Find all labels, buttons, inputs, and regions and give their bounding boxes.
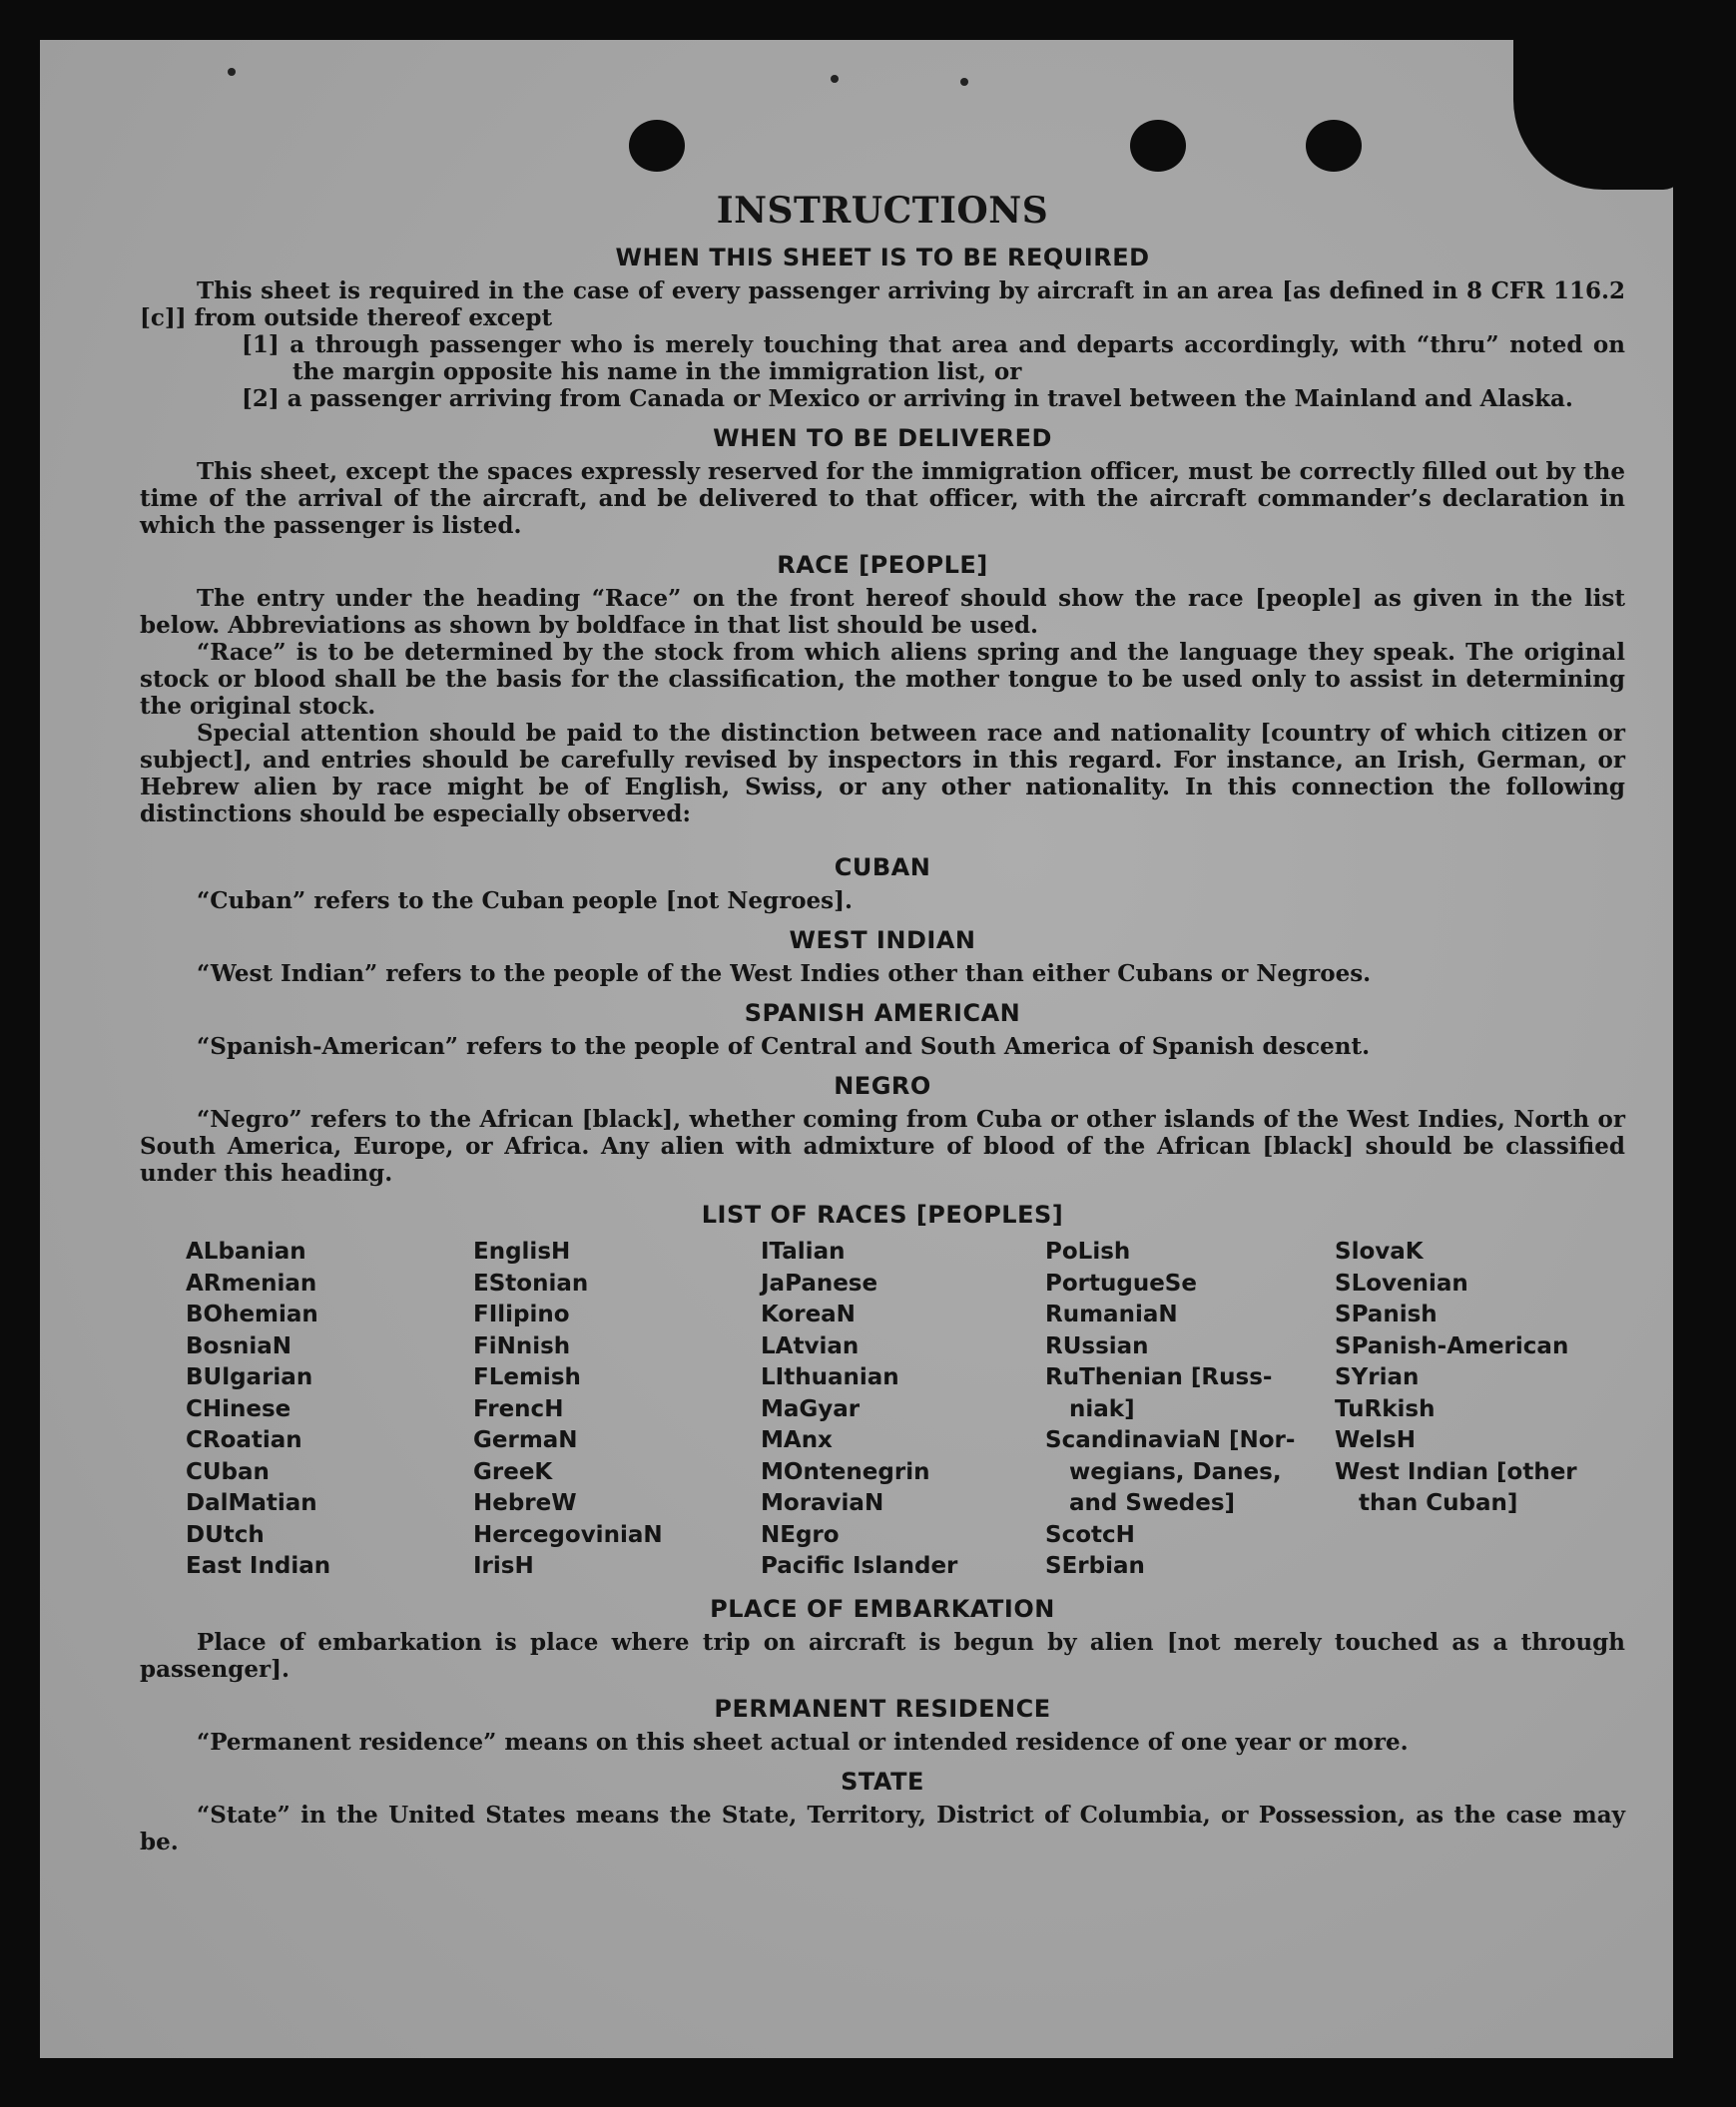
section-heading-list-of-races: LIST OF RACES [PEOPLES]: [701, 1201, 1064, 1229]
section-heading-spanish-american: SPANISH AMERICAN: [744, 999, 1021, 1027]
speck: [228, 68, 236, 76]
speck: [831, 75, 839, 83]
race-item: DUtch: [186, 1521, 265, 1548]
race-item: CHinese: [186, 1395, 291, 1422]
section-heading-west-indian: WEST INDIAN: [789, 926, 976, 954]
race-paragraph-1: The entry under the heading “Race” on the front hereof should show the race [people] as given in the list below. Abbreviations as shown by boldface in that list should be used.: [140, 585, 1625, 639]
race-item: NEgro: [761, 1521, 840, 1548]
race-item: WelsH: [1335, 1427, 1416, 1453]
section-heading-embarkation: PLACE OF EMBARKATION: [710, 1594, 1055, 1623]
negro-text: “Negro” refers to the African [black], whether coming from Cuba or other islands of the West Indies, North or South America, Europe, or Africa. Any alien with admixture of blood of the African [black] should be classified under this heading.: [140, 1106, 1625, 1187]
race-item: HebreW: [473, 1490, 577, 1516]
section-heading-race: RACE [PEOPLE]: [777, 551, 988, 579]
punch-hole: [1306, 120, 1362, 172]
section-heading-negro: NEGRO: [834, 1072, 931, 1100]
race-item: EnglisH: [473, 1239, 571, 1265]
cuban-text: “Cuban” refers to the Cuban people [not Negroes].: [197, 887, 854, 914]
punch-hole: [629, 120, 685, 172]
race-item: FrencH: [473, 1395, 564, 1422]
race-column-2: [473, 1237, 761, 1583]
permanent-residence-text: “Permanent residence” means on this sheet actual or intended residence of one year or more.: [197, 1728, 1409, 1756]
race-item: GermaN: [473, 1427, 578, 1453]
race-column-5: [1335, 1237, 1624, 1583]
when-required-clause-1: [1] a through passenger who is merely touching that area and departs accordingly, with “thru” noted on the margin opposite his name in the immigration list, or: [242, 331, 1625, 385]
race-item: PoLish: [1045, 1239, 1131, 1265]
race-item: ScandinaviaN [Nor-: [1045, 1427, 1296, 1453]
race-item: PortugueSe: [1045, 1270, 1197, 1297]
race-item: BUlgarian: [186, 1364, 313, 1390]
race-item: JaPanese: [761, 1270, 878, 1297]
race-item: East Indian: [186, 1553, 331, 1579]
race-item: West Indian [other: [1335, 1458, 1577, 1485]
speck: [960, 78, 968, 86]
when-required-clause-2: [2] a passenger arriving from Canada or Mexico or arriving in travel between the Mainland and Alaska.: [242, 385, 1573, 412]
race-item: and Swedes]: [1045, 1490, 1236, 1516]
race-item: IrisH: [473, 1553, 534, 1579]
race-item: ARmenian: [186, 1270, 317, 1297]
when-required-intro: This sheet is required in the case of every passenger arriving by aircraft in an area [as defined in 8 CFR 116.2 [c]] from outside thereof except: [140, 277, 1625, 331]
race-item: KoreaN: [761, 1302, 856, 1327]
race-list: [140, 1237, 1625, 1583]
race-item: EStonian: [473, 1270, 589, 1297]
section-heading-when-required: WHEN THIS SHEET IS TO BE REQUIRED: [615, 244, 1150, 271]
race-paragraph-3: Special attention should be paid to the distinction between race and nationality [country of which citizen or subject], and entries should be carefully revised by inspectors in this regard. For instance, an Irish, German, or Hebrew alien by race might be of English, Swiss, or any other nationality. In this connection the following distinctions should be especially observed:: [140, 720, 1625, 827]
race-item: RumaniaN: [1045, 1302, 1178, 1327]
race-item: niak]: [1045, 1395, 1135, 1422]
race-item: Pacific Islander: [761, 1553, 958, 1579]
section-heading-permanent-residence: PERMANENT RESIDENCE: [714, 1694, 1051, 1723]
when-delivered-text: This sheet, except the spaces expressly reserved for the immigration officer, must be correctly filled out by the time of the arrival of the aircraft, and be delivered to that officer, with the aircraft commander’s declaration in which the passenger is listed.: [140, 458, 1625, 539]
race-item: CUban: [186, 1458, 270, 1485]
section-heading-state: STATE: [841, 1767, 924, 1796]
race-item: SlovaK: [1335, 1239, 1424, 1265]
race-paragraph-2: “Race” is to be determined by the stock from which aliens spring and the language they speak. The original stock or blood shall be the basis for the classification, the mother tongue to be used only to assist in determining the original stock.: [140, 639, 1625, 720]
race-item: RuThenian [Russ-: [1045, 1364, 1273, 1390]
race-item: LAtvian: [761, 1332, 860, 1359]
west-indian-text: “West Indian” refers to the people of the West Indies other than either Cubans or Negroes.: [197, 960, 1372, 987]
instructions-body: [140, 190, 1625, 1855]
torn-corner: [1513, 40, 1673, 190]
race-item: MoraviaN: [761, 1490, 884, 1516]
race-item: FiNnish: [473, 1332, 571, 1359]
page-title: INSTRUCTIONS: [716, 190, 1049, 232]
race-column-1: [186, 1237, 473, 1583]
race-item: GreeK: [473, 1458, 553, 1485]
race-item: SPanish: [1335, 1302, 1438, 1327]
race-item: DalMatian: [186, 1490, 317, 1516]
race-item: FLemish: [473, 1364, 581, 1390]
race-item: wegians, Danes,: [1045, 1458, 1282, 1485]
document-page: [40, 40, 1673, 2058]
race-item: HercegoviniaN: [473, 1521, 663, 1548]
embarkation-text: Place of embarkation is place where trip on aircraft is begun by alien [not merely touched as a through passenger].: [140, 1628, 1625, 1683]
race-item: ALbanian: [186, 1239, 306, 1265]
race-column-4: [1045, 1237, 1335, 1583]
race-item: ITalian: [761, 1239, 846, 1265]
race-item: MAnx: [761, 1427, 833, 1453]
race-item: CRoatian: [186, 1427, 302, 1453]
punch-hole: [1130, 120, 1186, 172]
race-item: ScotcH: [1045, 1521, 1135, 1548]
race-item: BOhemian: [186, 1302, 318, 1327]
section-heading-when-delivered: WHEN TO BE DELIVERED: [713, 424, 1052, 452]
race-column-3: [761, 1237, 1045, 1583]
race-item: than Cuban]: [1335, 1490, 1518, 1516]
race-item: TuRkish: [1335, 1395, 1436, 1422]
race-item: FIlipino: [473, 1302, 570, 1327]
section-heading-cuban: CUBAN: [834, 853, 931, 881]
race-item: MaGyar: [761, 1395, 861, 1422]
race-item: LIthuanian: [761, 1364, 899, 1390]
state-text: “State” in the United States means the State, Territory, District of Columbia, or Possession, as the case may be.: [140, 1801, 1625, 1855]
race-item: SYrian: [1335, 1364, 1420, 1390]
race-item: SPanish-American: [1335, 1332, 1569, 1359]
race-item: SErbian: [1045, 1553, 1145, 1579]
race-item: BosniaN: [186, 1332, 292, 1359]
spanish-american-text: “Spanish-American” refers to the people of Central and South America of Spanish descent.: [197, 1033, 1371, 1060]
race-item: MOntenegrin: [761, 1458, 930, 1485]
race-item: SLovenian: [1335, 1270, 1468, 1297]
race-item: RUssian: [1045, 1332, 1149, 1359]
